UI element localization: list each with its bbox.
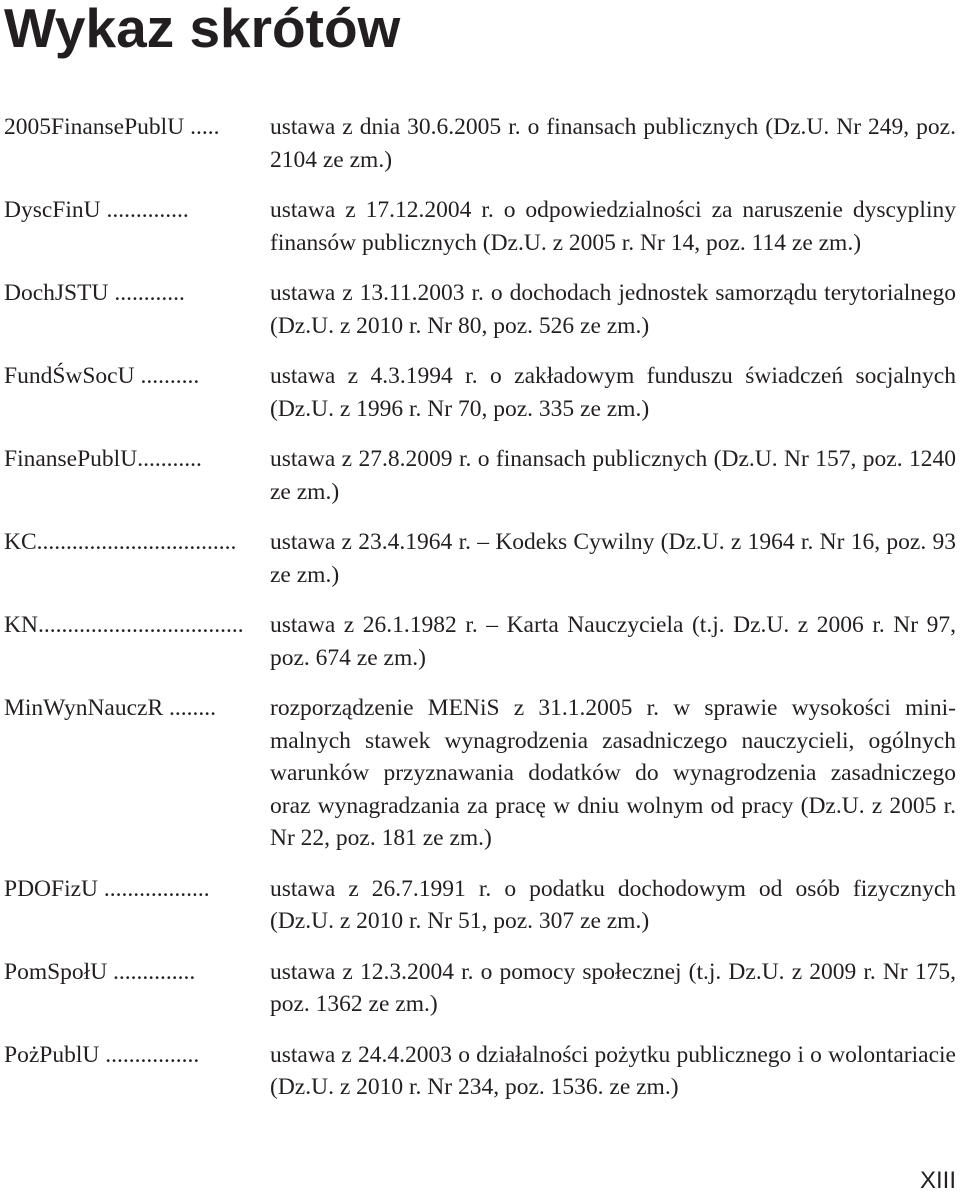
leader-dots: .................. [98,875,210,902]
abbreviation-description: ustawa z 12.3.2004 r. o pomocy społecznej (t.j. Dz.U. z 2009 r. Nr 175, poz. 1362 ze zm.) [270,958,956,1017]
leader-dots: .......... [134,363,200,389]
abbreviation-description: ustawa z 4.3.1994 r. o zakładowym funduszu świadczeń socjalnych (Dz.U. z 1996 r. Nr 70, poz. 335 ze zm.) [270,363,956,422]
abbreviation-label: FundŚwSocU [4,363,135,389]
abbreviation-label: DyscFinU [4,197,101,223]
abbreviation-description: ustawa z 23.4.1964 r. – Kodeks Cywilny (Dz.U. z 1964 r. Nr 16, poz. 93 ze zm.) [270,529,956,588]
abbreviation [4,277,252,310]
abbreviation [4,609,252,642]
abbreviation-label: PomSpołU [4,958,108,985]
abbreviation-label: 2005FinansePublU [4,114,185,140]
abbreviation-list [4,111,960,1122]
list-item [4,956,960,1021]
leader-dots: ................ [99,1041,200,1068]
leader-dots: ............ [108,280,185,306]
abbreviation [4,360,252,393]
list-item [4,194,960,259]
page-title: Wykaz skrótów [4,0,401,59]
abbreviation [4,692,252,725]
leader-dots: ................................... [37,612,244,638]
abbreviation-label: DochJSTU [4,280,109,306]
leader-dots: .............. [100,197,189,223]
abbreviation-description: ustawa z 26.7.1991 r. o podatku dochodowym od osób fizycznych (Dz.U. z 2010 r. Nr 51, poz. 307 ze zm.) [270,875,956,934]
leader-dots: ........ [163,695,217,721]
leader-dots: ..... [184,114,220,140]
abbreviation [4,526,252,559]
leader-dots: .............. [107,958,196,985]
abbreviation [4,111,252,144]
abbreviation-description: ustawa z 26.1.1982 r. – Karta Nauczyciela (t.j. Dz.U. z 2006 r. Nr 97, poz. 674 ze zm.) [270,612,956,671]
list-item [4,443,960,508]
abbreviation [4,873,252,906]
list-item [4,873,960,938]
abbreviation-description: ustawa z dnia 30.6.2005 r. o finansach publicznych (Dz.U. Nr 249, poz. 2104 ze zm.) [270,114,956,173]
abbreviation-description: ustawa z 13.11.2003 r. o dochodach jednostek samorządu terytorialnego (Dz.U. z 2010 r. Nr 80, poz. 526 ze zm.) [270,280,956,339]
abbreviation [4,1039,252,1072]
abbreviation [4,443,252,476]
list-item [4,609,960,674]
list-item [4,1039,960,1104]
abbreviation-description: ustawa z 27.8.2009 r. o finansach publicznych (Dz.U. Nr 157, poz. 1240 ze zm.) [270,446,956,505]
abbreviation-description: ustawa z 24.4.2003 o działalności pożytku publicznego i o wolontariacie (Dz.U. z 2010 r. Nr 234, poz. 1536. ze zm.) [270,1041,956,1100]
list-item [4,111,960,176]
page-number: XIII [919,1167,956,1194]
abbreviation [4,194,252,227]
leader-dots: ........... [137,446,202,472]
abbreviation-label: FinansePublU [4,446,138,472]
leader-dots: .................................. [36,529,237,555]
abbreviation-description: rozporządzenie MENiS z 31.1.2005 r. w sprawie wysokości minimalnych stawek wynagrodzenia zasadniczego nauczycieli, ogólnych warunków przyznawania dodatków do wynagrodzenia zasadniczego oraz wynagradzania za pracę w dniu wolnym od pracy (Dz.U. z 2005 r. Nr 22, poz. 181 ze zm.) [270,695,956,851]
list-item [4,277,960,342]
abbreviation [4,956,252,989]
abbreviation-label: KC [4,529,37,555]
abbreviation-description: ustawa z 17.12.2004 r. o odpowiedzialności za naruszenie dyscypliny finansów publicznych (Dz.U. z 2005 r. Nr 14, poz. 114 ze zm.) [270,197,956,256]
abbreviation-label: PożPublU [4,1041,100,1068]
abbreviation-label: KN [4,612,38,638]
abbreviation-label: MinWynNauczR [4,695,164,721]
abbreviation-label: PDOFizU [4,875,99,902]
list-item [4,692,960,855]
list-item [4,526,960,591]
list-item [4,360,960,425]
